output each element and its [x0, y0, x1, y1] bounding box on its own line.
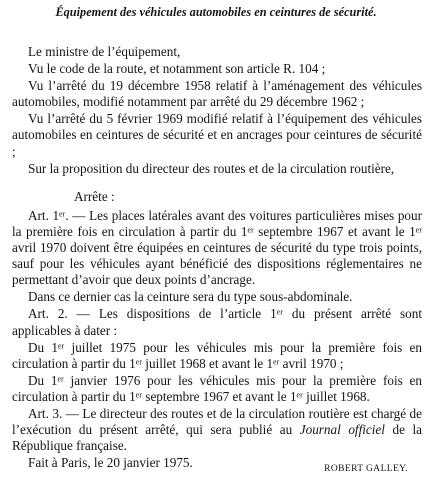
article-1-text: Les places latérales avant des voitures particulières mises pour la première fois en circulation à partir du 1ᵉʳ septembre 1967 et avant le 1ᵉʳ avril 1970 doivent être équipées en ceintures de sécurité du type trois points, sauf pour les véhicules ayant bénéficié des dispositions réglementaires ne permettant d’avoir que deux points d’ancrage. [12, 207, 422, 288]
article-2-item-2: Du 1ᵉʳ janvier 1976 pour les véhicules mis pour la première fois en circulation à partir du 1ᵉʳ septembre 1967 et avant le 1ᵉʳ juillet 1968. [12, 372, 422, 404]
article-2-item-1: Du 1ᵉʳ juillet 1975 pour les véhicules mis pour la première fois en circulation à partir du 1ᵉʳ juillet 1968 et avant le 1ᵉʳ avril 1970 ; [12, 339, 422, 371]
vu-arrete-1969: Vu l’arrêté du 5 février 1969 modifié relatif à l’équipement des véhicules automobiles en ceintures de sécurité et en ancrages pour ceintures de sécurité ; [12, 111, 422, 159]
article-3 [12, 406, 422, 454]
arrete-heading: Arrête : [74, 188, 115, 204]
signature: ROBERT GALLEY. [324, 464, 408, 474]
document-title: Équipement des véhicules automobiles en ceintures de sécurité. [55, 5, 377, 19]
article-2-text: Les dispositions de l’article 1ᵉʳ du présent arrêté sont applicables à dater : [12, 306, 422, 338]
document-body [12, 44, 422, 472]
article-3-label: Art. 3. — [28, 405, 79, 421]
article-1 [12, 208, 422, 288]
article-3-text-end: de la République française. [12, 422, 423, 454]
minister-line: Le ministre de l’équipement, [28, 44, 181, 59]
article-1-paragraph-2: Dans ce dernier cas la ceinture sera du type sous-abdominale. [28, 289, 353, 305]
article-2 [12, 306, 422, 338]
article-2-label: Art. 2. — [28, 306, 90, 322]
journal-officiel: Journal officiel [299, 422, 385, 438]
article-1-label: Art. 1ᵉʳ. — [28, 207, 86, 223]
proposition-line: Sur la proposition du directeur des routes et de la circulation routière, [28, 160, 395, 176]
vu-code-route: Vu le code de la route, et notamment son article R. 104 ; [28, 61, 326, 77]
vu-arrete-1958: Vu l’arrêté du 19 décembre 1958 relatif à l’aménagement des véhicules automobiles, modifié notamment par arrêté du 29 décembre 1962 ; [12, 78, 422, 110]
fait-a-paris: Fait à Paris, le 20 janvier 1975. [28, 455, 193, 471]
article-3-text: Le directeur des routes et de la circulation routière est chargé de l’exécution du présent arrêté, qui sera publié au [12, 405, 423, 438]
